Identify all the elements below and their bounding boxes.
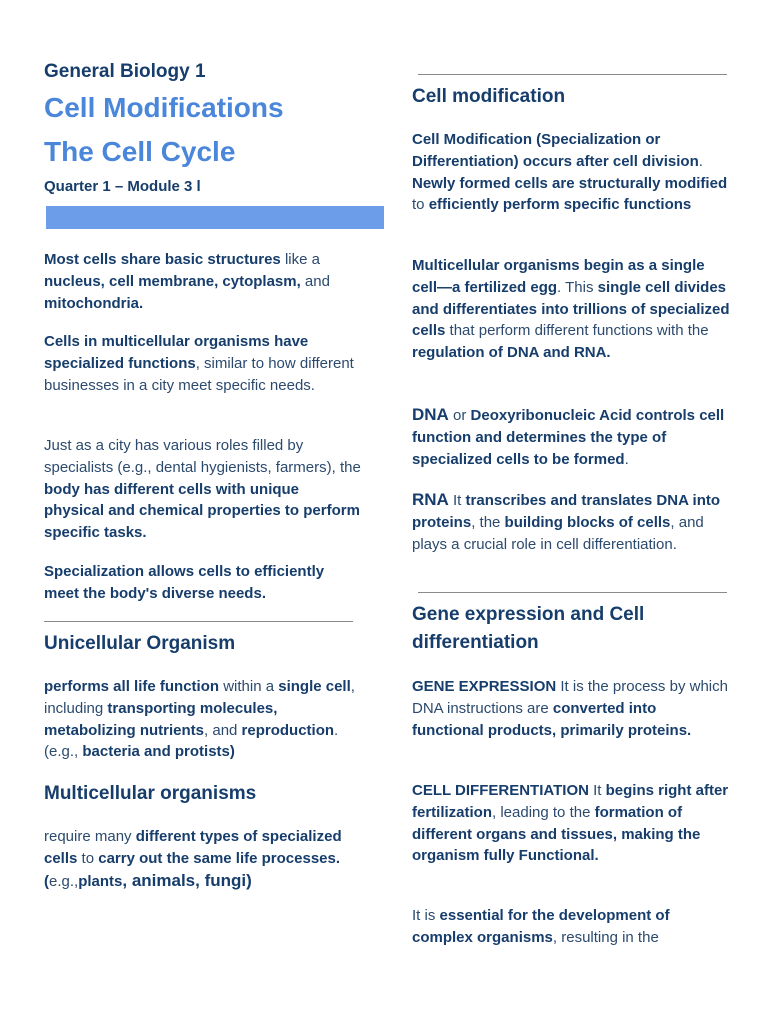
para-cell-differentiation: CELL DIFFERENTIATION It begins right after fertilization, leading to the formation of different organs and tissues, making the organism fully Functional.	[412, 782, 729, 865]
para-specialized: Cells in multicellular organisms have specialized functions, similar to how different businesses in a city meet specific needs.	[44, 333, 354, 394]
para-dna: DNA or Deoxyribonucleic Acid controls cell function and determines the type of specialized cells to be formed.	[412, 405, 725, 468]
divider	[418, 74, 727, 75]
heading-multicellular: Multicellular organisms	[44, 783, 257, 804]
heading-unicellular: Unicellular Organism	[44, 633, 236, 654]
para-multicellular: require many different types of specialized cells to carry out the same life processes. (e.g.,plants, animals, fungi)	[44, 828, 342, 890]
heading-cell-modification: Cell modification	[412, 86, 566, 107]
course-label: General Biology 1	[44, 61, 206, 82]
para-gene-expression: GENE EXPRESSION It is the process by which DNA instructions are converted into functional products, primarily proteins.	[412, 678, 728, 739]
para-multicellular-begin: Multicellular organisms begin as a single cell—a fertilized egg. This single cell divides and differentiates into trillions of specialized cells that perform different functions with the regulation of DNA and RNA.	[412, 257, 730, 362]
divider	[418, 592, 727, 593]
title-line-1: Cell Modifications	[44, 92, 284, 123]
para-specialization: Specialization allows cells to efficiently meet the body's diverse needs.	[44, 563, 325, 602]
para-cell-modification: Cell Modification (Specialization or Differentiation) occurs after cell division. Newly formed cells are structurally modified to efficiently perform specific functions	[412, 131, 728, 214]
para-rna: RNA It transcribes and translates DNA into proteins, the building blocks of cells, and plays a crucial role in cell differentiation.	[412, 490, 721, 553]
para-unicellular: performs all life function within a single cell, including transporting molecules, metabolizing nutrients, and reproduction. (e.g., bacteria and protists)	[44, 678, 355, 761]
heading-gene-expression: Gene expression and Cell differentiation	[412, 604, 645, 653]
title-line-2: The Cell Cycle	[44, 136, 236, 167]
para-basic-structures: Most cells share basic structures like a nucleus, cell membrane, cytoplasm, and mitochondria.	[44, 251, 330, 312]
para-essential: It is essential for the development of complex organisms, resulting in the	[412, 907, 670, 946]
module-label: Quarter 1 – Module 3 l	[44, 178, 201, 195]
para-city: Just as a city has various roles filled by specialists (e.g., dental hygienists, farmers), the body has different cells with unique physical and chemical properties to perform specific tasks.	[44, 437, 361, 542]
divider	[44, 621, 353, 622]
title-band	[46, 206, 384, 229]
